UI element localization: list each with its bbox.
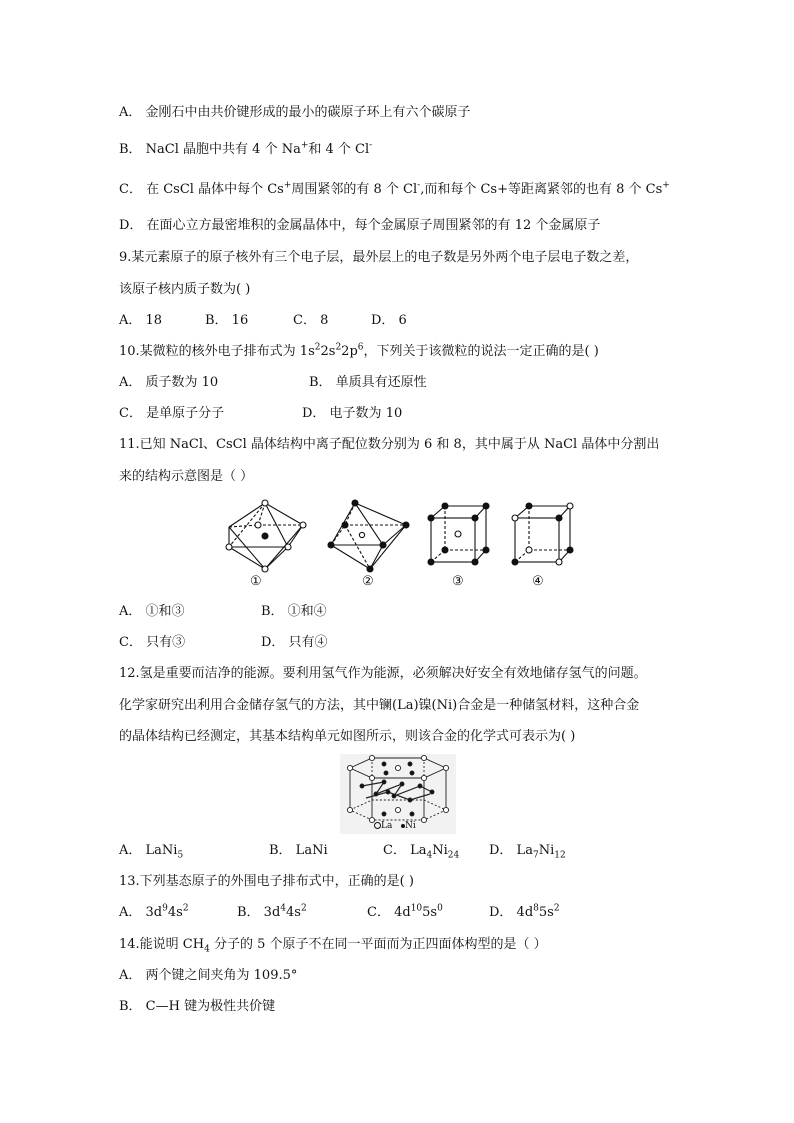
q10-option-d: D． 电子数为 10	[302, 406, 403, 421]
q10-options-row2	[119, 405, 402, 423]
q9-option-c: C． 8	[293, 313, 329, 328]
structure-3-label: ③	[452, 574, 464, 589]
structure-2-label: ②	[362, 574, 374, 589]
q12-lani-structure-figure	[340, 754, 456, 834]
q12-figure-legend	[374, 820, 416, 832]
q13-option-b: B． $3d^44s^2$	[237, 903, 307, 920]
q12-stem-line3: 的晶体结构已经测定，其基本结构单元如图所示，则该合金的化学式可表示为( )	[119, 729, 576, 744]
q11-option-d: D． 只有④	[261, 635, 328, 650]
ni-legend-label: Ni	[404, 821, 416, 831]
structure-4-label: ④	[532, 574, 544, 589]
q8-option-c: C． 在 CsCl 晶体中每个 Cs+周围紧邻的有 8 个 Cl-,而和每个 Cs+等距离紧邻的也有 8 个 Cs+	[119, 180, 670, 197]
q8-option-b: B． NaCl 晶胞中共有 4 个 Na+和 4 个 Cl-	[119, 140, 373, 157]
q10-options-row1	[119, 374, 427, 392]
la-legend-label: La	[381, 821, 393, 831]
q13-option-c: C． $4d^{10}5s^0$	[367, 903, 443, 920]
q11-option-b: B． ①和④	[261, 604, 327, 619]
q13-option-d: D． $4d^85s^2$	[489, 903, 560, 920]
structure-3-cube	[428, 503, 489, 565]
q11-option-c: C． 只有③	[119, 635, 186, 650]
q14-option-a: A． 两个键之间夹角为 109.5°	[119, 968, 298, 983]
q11-stem-line1: 11.已知 NaCl、CsCl 晶体结构中离子配位数分别为 6 和 8，其中属于从 NaCl 晶体中分割出	[119, 437, 660, 452]
q14-option-b: B． C—H 键为极性共价键	[119, 999, 276, 1014]
q11-stem-line2: 来的结构示意图是（ ）	[119, 469, 254, 484]
structure-4-cube	[512, 503, 573, 565]
q12-stem-line1: 12.氢是重要而洁净的能源。要利用氢气作为能源，必须解决好安全有效地储存氢气的问题。	[119, 666, 647, 681]
q9-option-d: D． 6	[371, 313, 407, 328]
q11-options-row1	[119, 603, 327, 621]
q11-option-a: A． ①和③	[119, 604, 185, 619]
q12-option-c: C． $La_4Ni_{24}$	[383, 843, 460, 861]
q14-stem: 14.能说明 $CH_4$ 分子的 5 个原子不在同一平面而为正四面体构型的是（ ）	[119, 937, 547, 955]
q13-stem: 13.下列基态原子的外围电子排布式中，正确的是( )	[119, 874, 414, 889]
q9-option-a: A． 18	[119, 313, 163, 328]
structure-2-octahedron	[328, 500, 409, 572]
q9-options	[119, 312, 407, 330]
q12-option-d: D． $La_7Ni_{12}$	[489, 843, 566, 861]
q13-options	[119, 904, 560, 922]
structure-1-octahedron	[226, 500, 306, 572]
q10-option-b: B． 单质具有还原性	[309, 375, 427, 390]
q9-stem-line1: 9.某元素原子的原子核外有三个电子层，最外层上的电子数是另外两个电子层电子数之差，	[119, 250, 639, 265]
q12-option-b: B． LaNi	[269, 843, 328, 858]
q12-option-a: A． LaNi$_5$	[119, 843, 184, 861]
q10-option-c: C． 是单原子分子	[119, 406, 225, 421]
q13-option-a: A． $3d^94s^2$	[119, 903, 189, 920]
q10-option-a: A． 质子数为 10	[119, 375, 219, 390]
q8-option-d: D． 在面心立方最密堆积的金属晶体中，每个金属原子周围紧邻的有 12 个金属原子	[119, 218, 601, 233]
q9-stem-line2: 该原子核内质子数为( )	[119, 282, 251, 297]
q11-options-row2	[119, 634, 328, 652]
q8-option-a: A． 金刚石中由共价键形成的最小的碳原子环上有六个碳原子	[119, 105, 471, 120]
q10-stem: 10.某微粒的核外电子排布式为 $1s^22s^22p^6$，下列关于该微粒的说法一定正确的是( )	[119, 342, 599, 359]
la-legend-marker	[374, 822, 381, 829]
q11-structure-figure	[220, 497, 590, 595]
q12-stem-line2: 化学家研究出利用合金储存氢气的方法，其中镧(La)镍(Ni)合金是一种储氢材料，这种合金	[119, 698, 640, 713]
q9-option-b: B． 16	[205, 313, 249, 328]
structure-1-label: ①	[250, 574, 262, 589]
q12-options	[119, 842, 566, 860]
